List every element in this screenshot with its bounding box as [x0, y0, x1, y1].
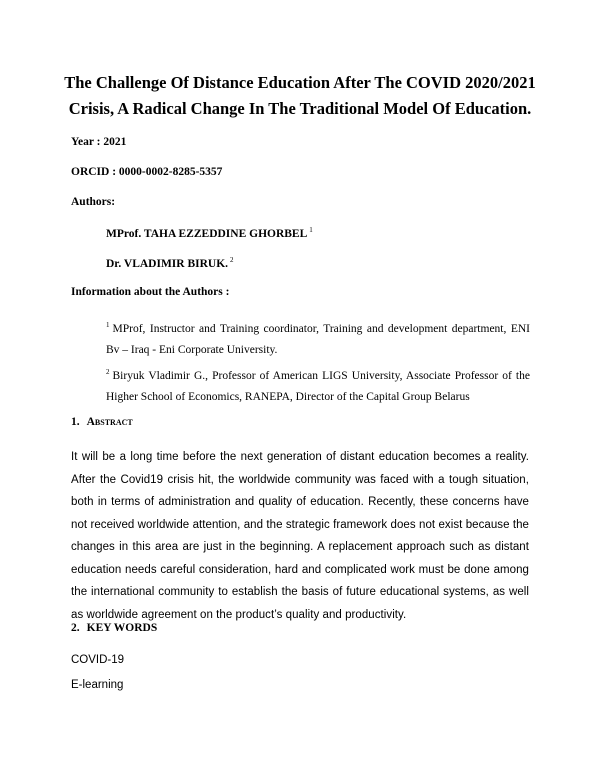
section-number: 1. — [71, 416, 80, 428]
authors-heading: Authors: — [71, 196, 116, 208]
section-number: 2. — [71, 622, 80, 634]
section-heading-abstract — [71, 416, 133, 428]
info-heading: Information about the Authors : — [71, 286, 230, 298]
abstract-paragraph: It will be a long time before the next generation of distant education becomes a reality. After the Covid19 crisis hit, the worldwide community was faced with a tough situation, both in terms of administration and quality of education. Recently, these concerns have not received worldwide attention, and the strategic framework does not exist because the changes in this area are just in the beginning. A replacement approach such as distant education needs careful consideration, hard and complicated work must be done among the international community to establish the basis of future educational systems, as well as worldwide agreement on the product’s quality and productivity. — [71, 451, 529, 621]
title-line-1: The Challenge Of Distance Education After The COVID 2020/2021 — [64, 73, 536, 92]
author-mark: 2 — [230, 256, 234, 264]
section-title: KEY WORDS — [86, 622, 158, 634]
title-line-2: Crisis, A Radical Change In The Traditional Model Of Education. — [68, 99, 532, 118]
keyword-item: E-learning — [71, 679, 124, 691]
author-2 — [106, 256, 234, 270]
author-1 — [106, 226, 313, 240]
author-mark: 1 — [309, 226, 313, 234]
author-name: MProf. TAHA EZZEDDINE GHORBEL — [106, 227, 308, 240]
affiliation-text: Biryuk Vladimir G., Professor of American LIGS University, Associate Professor of the Higher School of Economics, RANEPA, Director of the Capital Group Belarus — [106, 369, 530, 403]
section-title: Abstract — [86, 416, 133, 428]
keyword-item: COVID-19 — [71, 654, 125, 666]
affiliation-2 — [106, 362, 530, 408]
affiliation-mark: 1 — [106, 321, 110, 329]
year-line: Year : 2021 — [71, 136, 127, 148]
affiliation-1 — [106, 315, 530, 361]
author-name: Dr. VLADIMIR BIRUK. — [106, 257, 229, 270]
section-heading-keywords — [71, 622, 157, 634]
affiliation-text: MProf, Instructor and Training coordinator, Training and development department, ENI Bv – Iraq - Eni Corporate University. — [106, 322, 530, 356]
paper-title — [60, 70, 540, 122]
orcid-line: ORCID : 0000-0002-8285-5357 — [71, 166, 223, 178]
affiliation-mark: 2 — [106, 368, 110, 376]
